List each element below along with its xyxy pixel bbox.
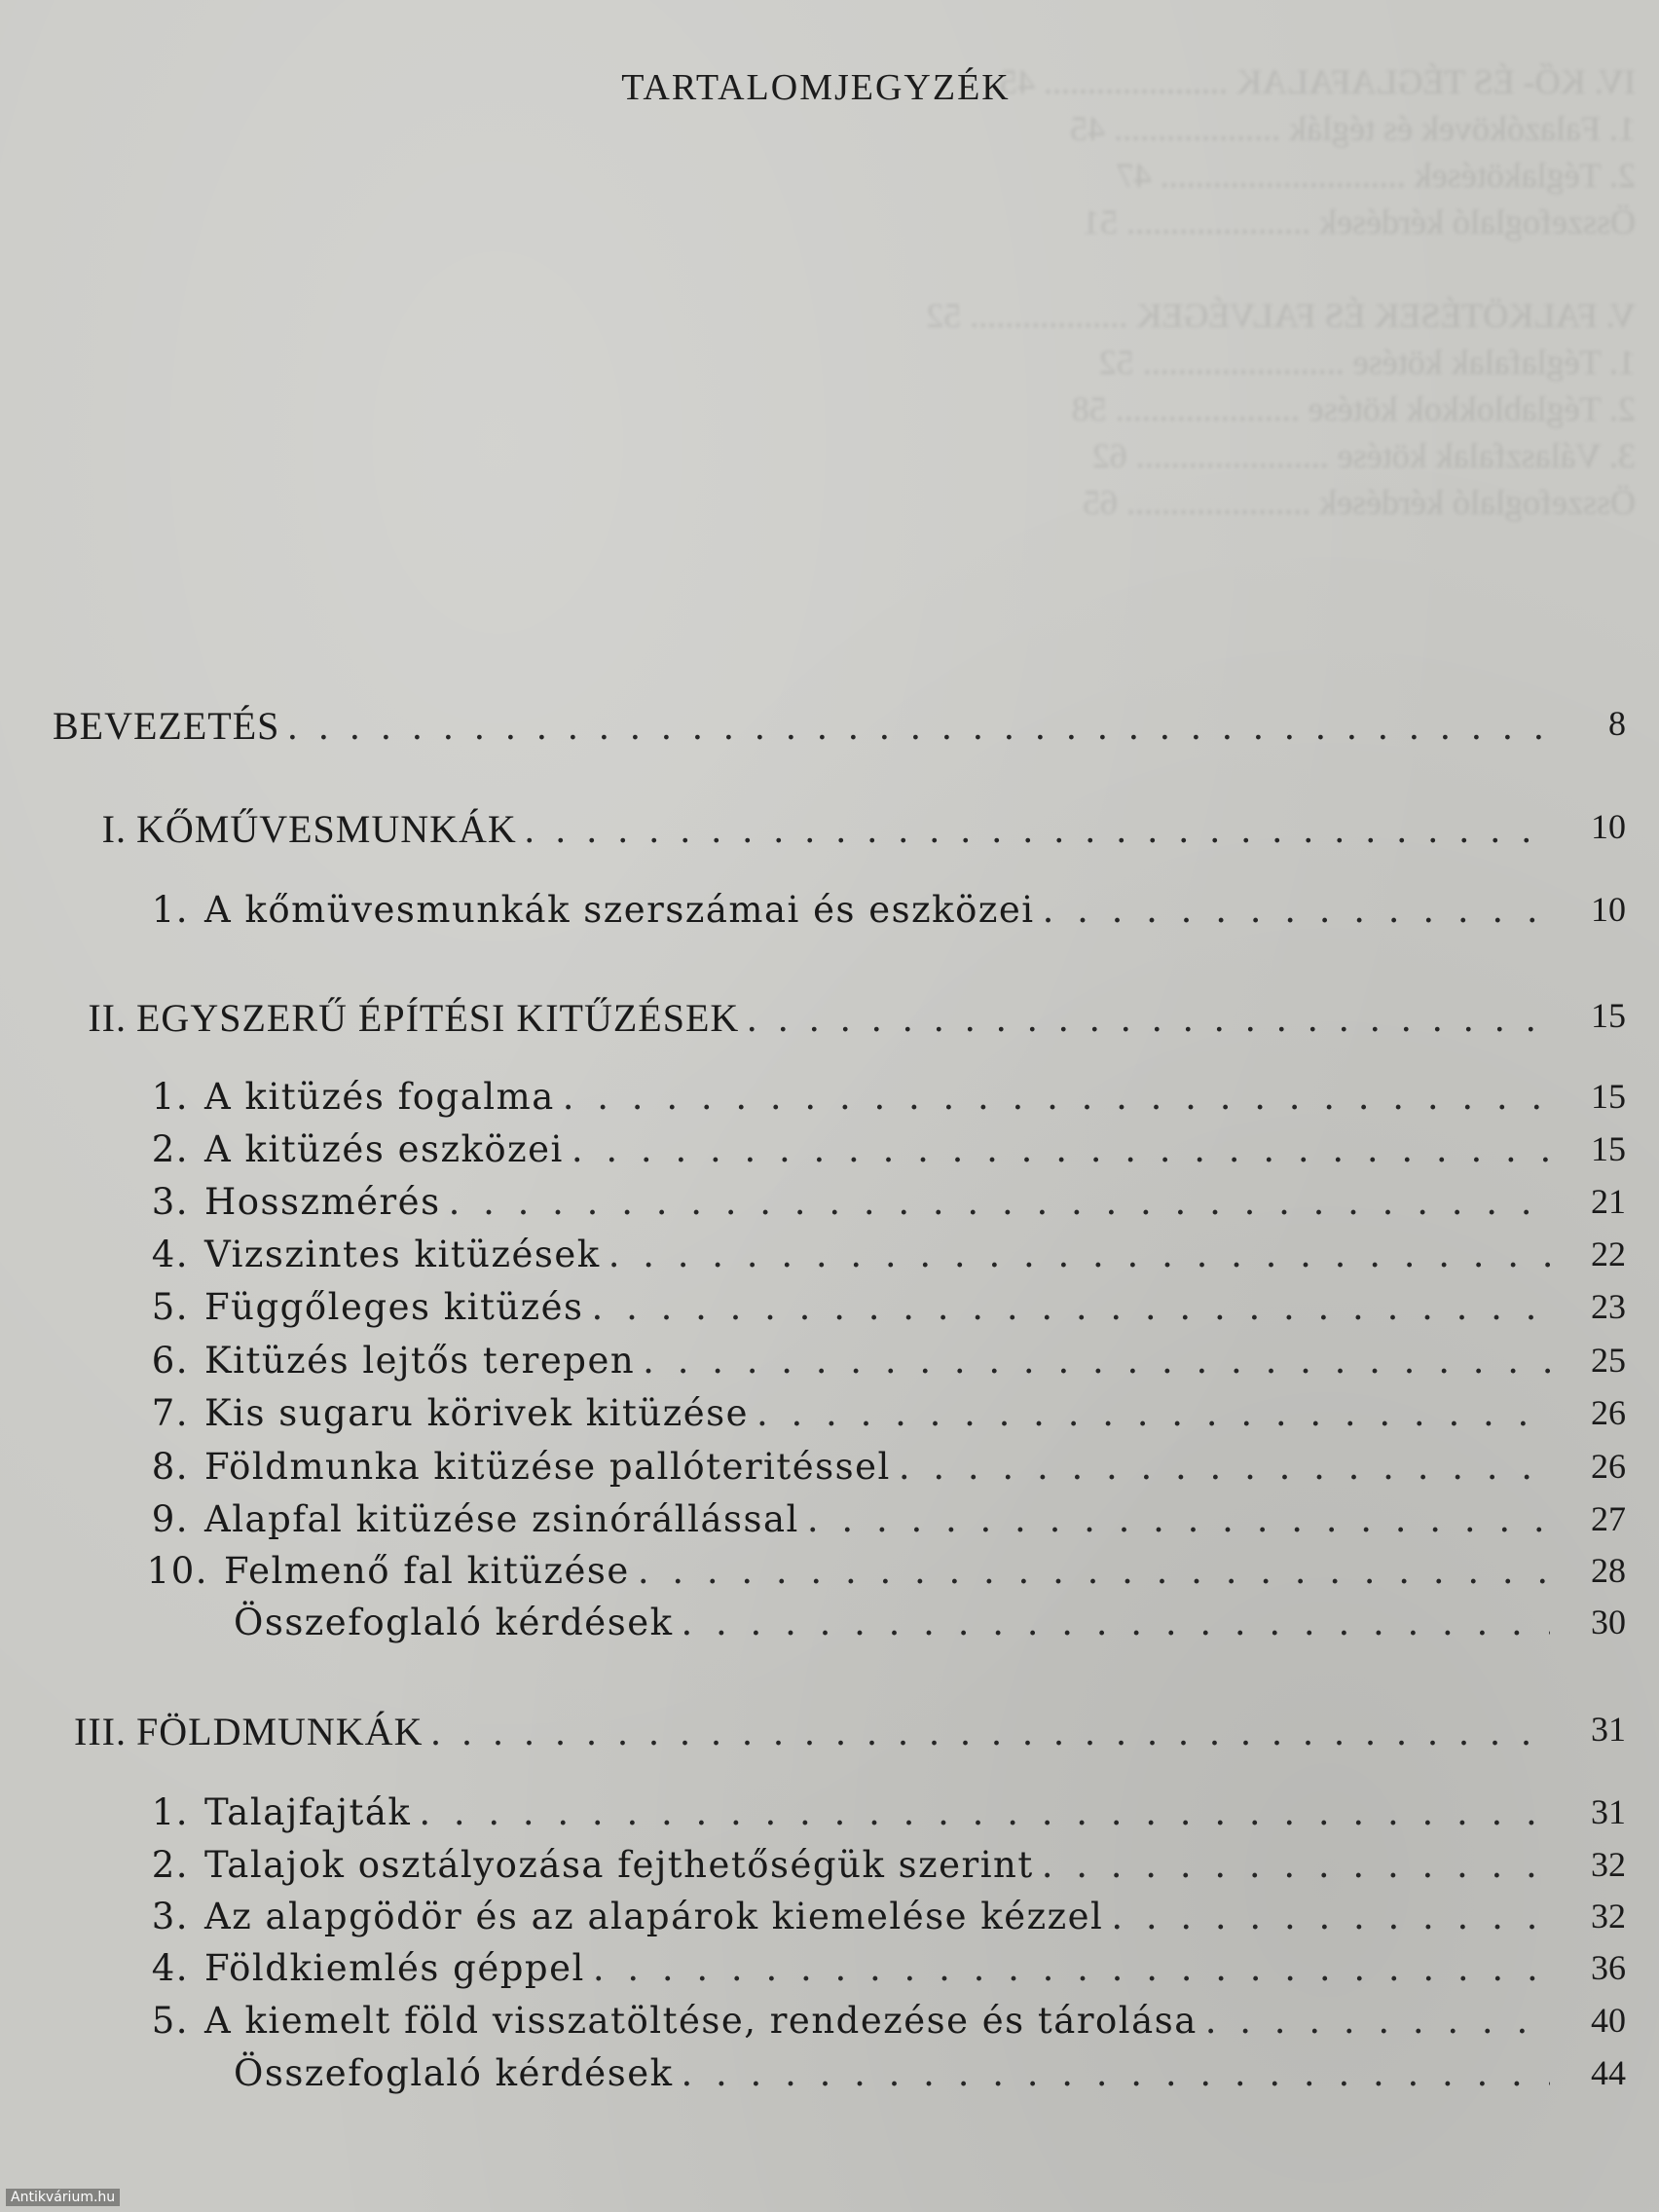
entry-label: KŐMŰVESMUNKÁK bbox=[136, 807, 517, 851]
entry-number: 4. bbox=[151, 1234, 189, 1275]
entry-page: 10 bbox=[1591, 807, 1626, 846]
entry-page: 27 bbox=[1591, 1499, 1626, 1538]
entry-number: 4. bbox=[151, 1947, 189, 1989]
page-title: TARTALOMJEGYZÉK bbox=[621, 67, 1011, 108]
entry-label: FÖLDMUNKÁK bbox=[136, 1710, 424, 1753]
entry-page: 15 bbox=[1591, 996, 1626, 1035]
entry-label: Összefoglaló kérdések bbox=[234, 2052, 674, 2094]
entry-label: Talajfajták bbox=[204, 1791, 412, 1833]
toc-entry bbox=[136, 1896, 1626, 1937]
entry-number: II. bbox=[88, 996, 127, 1040]
dot-leader bbox=[449, 1181, 1550, 1223]
toc-entry-chapter-1 bbox=[76, 806, 1626, 852]
entry-label: A kőmüvesmunkák szerszámai és eszközei bbox=[204, 889, 1035, 931]
toc-entry-bevezetes bbox=[53, 703, 1626, 749]
entry-page: 25 bbox=[1591, 1341, 1626, 1380]
entry-number: I. bbox=[101, 807, 127, 851]
entry-page: 40 bbox=[1591, 2001, 1626, 2040]
bleed-through-text: IV. KŐ- ÉS TÉGLAFALAK ..................... 45 1. Falazókövek és téglák ................... 45 2. Téglakötések ............................ 47 Összefoglaló kérdések ..................... 51 V. FALKÖTÉSEK ÉS FALVÉGEK .................. 52 1. Téglafalak kötése ....................... 52 2. Téglablokkok kötése ..................... 58 3. Válaszfalak kötése ...................... 62 Összefoglaló kérdések ..................... 65 bbox=[926, 62, 1636, 522]
entry-label: EGYSZERŰ ÉPÍTÉSI KITŰZÉSEK bbox=[136, 996, 740, 1040]
toc-entry bbox=[136, 1340, 1626, 1382]
entry-page: 32 bbox=[1591, 1845, 1626, 1884]
dot-leader bbox=[419, 1791, 1550, 1833]
entry-label: Alapfal kitüzése zsinórállással bbox=[204, 1498, 799, 1540]
entry-number: 1. bbox=[151, 889, 189, 931]
toc-entry bbox=[136, 1286, 1626, 1328]
dot-leader bbox=[1205, 2000, 1550, 2042]
entry-number: 6. bbox=[151, 1340, 189, 1382]
dot-leader bbox=[638, 1550, 1550, 1592]
dot-leader bbox=[287, 703, 1550, 749]
dot-leader bbox=[1042, 1844, 1550, 1886]
entry-number: 1. bbox=[151, 1791, 189, 1833]
dot-leader bbox=[643, 1340, 1550, 1382]
entry-label: Összefoglaló kérdések bbox=[234, 1602, 674, 1643]
toc-entry bbox=[136, 1498, 1626, 1540]
toc-entry bbox=[136, 1076, 1626, 1118]
entry-page: 30 bbox=[1591, 1603, 1626, 1641]
entry-page: 31 bbox=[1591, 1792, 1626, 1831]
toc-entry bbox=[136, 1446, 1626, 1488]
dot-leader bbox=[592, 1286, 1550, 1328]
entry-number: 9. bbox=[151, 1498, 189, 1540]
entry-number: 10. bbox=[146, 1550, 208, 1592]
toc-entry bbox=[136, 1392, 1626, 1434]
entry-number: 1. bbox=[151, 1076, 189, 1118]
dot-leader bbox=[525, 806, 1550, 852]
entry-page: 15 bbox=[1591, 1077, 1626, 1116]
dot-leader bbox=[682, 2052, 1550, 2094]
dot-leader bbox=[608, 1234, 1550, 1275]
entry-label: Vizszintes kitüzések bbox=[204, 1234, 601, 1275]
entry-page: 36 bbox=[1591, 1948, 1626, 1987]
entry-page: 28 bbox=[1591, 1551, 1626, 1590]
toc-entry bbox=[136, 889, 1626, 931]
dot-leader bbox=[682, 1602, 1550, 1643]
toc-entry bbox=[136, 1947, 1626, 1989]
entry-number: 2. bbox=[151, 1844, 189, 1886]
entry-page: 23 bbox=[1591, 1287, 1626, 1326]
entry-label: A kitüzés fogalma bbox=[204, 1076, 555, 1118]
entry-page: 32 bbox=[1591, 1897, 1626, 1936]
dot-leader bbox=[747, 995, 1550, 1041]
entry-label: A kiemelt föld visszatöltése, rendezése és tárolása bbox=[204, 2000, 1198, 2042]
toc-entry-summary bbox=[234, 2052, 1626, 2094]
toc-entry bbox=[136, 1844, 1626, 1886]
entry-label: A kitüzés eszközei bbox=[204, 1128, 564, 1170]
toc-entry-chapter-2 bbox=[60, 995, 1626, 1041]
dot-leader bbox=[1043, 889, 1550, 931]
watermark: Antikvárium.hu bbox=[6, 2189, 120, 2206]
dot-leader bbox=[807, 1498, 1550, 1540]
toc-entry bbox=[136, 1550, 1626, 1592]
entry-label: Talajok osztályozása fejthetőségük szerint bbox=[204, 1844, 1034, 1886]
entry-number: III. bbox=[74, 1710, 127, 1753]
entry-label: Felmenő fal kitüzése bbox=[224, 1550, 630, 1592]
entry-label: Földmunka kitüzése pallóteritéssel bbox=[204, 1446, 891, 1488]
entry-label: Kitüzés lejtős terepen bbox=[204, 1340, 636, 1382]
entry-page: 26 bbox=[1591, 1393, 1626, 1432]
entry-number: 5. bbox=[151, 2000, 189, 2042]
toc-entry bbox=[136, 1181, 1626, 1223]
toc-entry bbox=[136, 1128, 1626, 1170]
toc-entry-chapter-3 bbox=[51, 1709, 1626, 1754]
dot-leader bbox=[563, 1076, 1550, 1118]
entry-label: Földkiemlés géppel bbox=[204, 1947, 585, 1989]
entry-number: 8. bbox=[151, 1446, 189, 1488]
dot-leader bbox=[899, 1446, 1550, 1488]
entry-number: 3. bbox=[151, 1181, 189, 1223]
dot-leader bbox=[593, 1947, 1550, 1989]
entry-label: Kis sugaru körivek kitüzése bbox=[204, 1392, 749, 1434]
entry-label: Az alapgödör és az alapárok kiemelése kézzel bbox=[204, 1896, 1104, 1937]
entry-number: 2. bbox=[151, 1128, 189, 1170]
entry-page: 8 bbox=[1608, 704, 1626, 743]
toc-entry-summary bbox=[234, 1602, 1626, 1643]
entry-number: 7. bbox=[151, 1392, 189, 1434]
toc-entry bbox=[136, 1791, 1626, 1833]
dot-leader bbox=[571, 1128, 1550, 1170]
dot-leader bbox=[430, 1709, 1550, 1754]
entry-label: BEVEZETÉS bbox=[53, 704, 280, 748]
entry-page: 44 bbox=[1591, 2053, 1626, 2092]
entry-page: 22 bbox=[1591, 1235, 1626, 1273]
entry-label: Hosszmérés bbox=[204, 1181, 441, 1223]
entry-page: 10 bbox=[1591, 890, 1626, 929]
entry-label: Függőleges kitüzés bbox=[204, 1286, 584, 1328]
entry-page: 21 bbox=[1591, 1182, 1626, 1221]
toc-entry bbox=[136, 2000, 1626, 2042]
entry-number: 3. bbox=[151, 1896, 189, 1937]
entry-page: 15 bbox=[1591, 1129, 1626, 1168]
dot-leader bbox=[1111, 1896, 1550, 1937]
entry-page: 31 bbox=[1591, 1710, 1626, 1749]
toc-entry bbox=[136, 1234, 1626, 1275]
entry-number: 5. bbox=[151, 1286, 189, 1328]
dot-leader bbox=[756, 1392, 1550, 1434]
entry-page: 26 bbox=[1591, 1447, 1626, 1486]
